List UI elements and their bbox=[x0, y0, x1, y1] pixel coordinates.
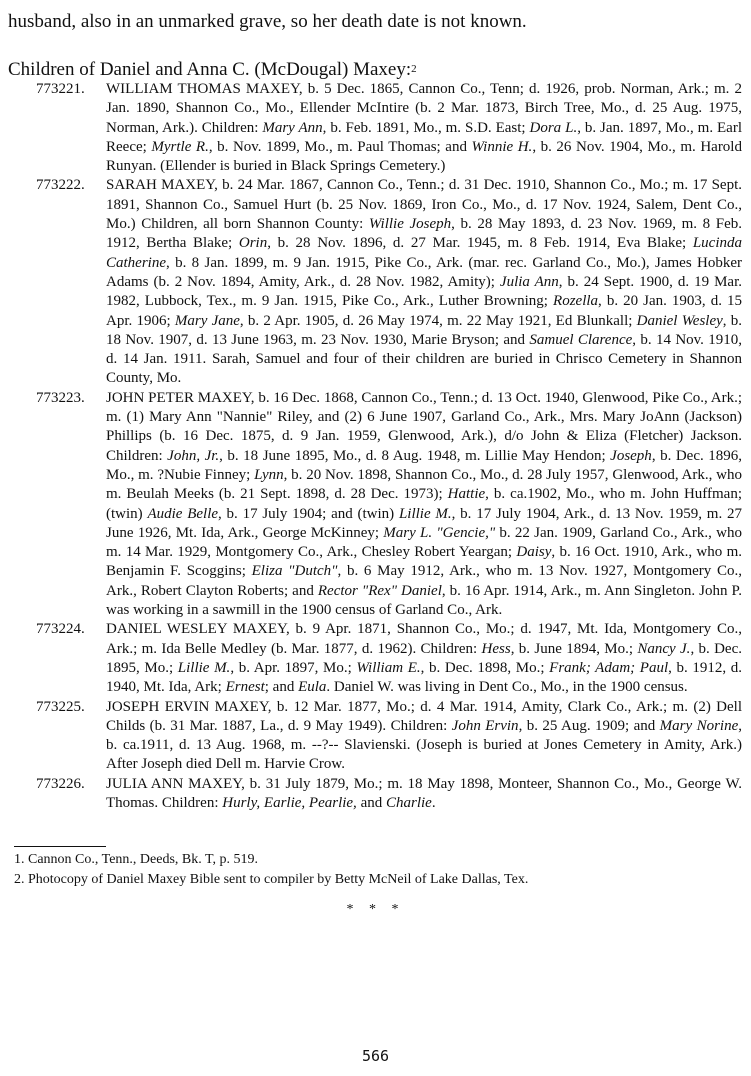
child-name: Rector "Rex" Daniel bbox=[317, 582, 442, 599]
child-name: Daniel Wesley bbox=[636, 312, 723, 329]
page-number: 566 bbox=[361, 1047, 390, 1065]
child-name: Eula bbox=[298, 679, 327, 696]
footnote-divider bbox=[14, 846, 106, 847]
entry-text-run: , b. Apr. 1897, Mo.; bbox=[230, 659, 357, 676]
entry-text-run: , b. ca.1902, Mo., who m. John Huffman; (twin) bbox=[106, 486, 742, 522]
child-entry bbox=[36, 389, 742, 621]
entry-text bbox=[106, 389, 742, 621]
child-name: Hattie bbox=[447, 486, 486, 503]
entry-text-run: , b. 28 Nov. 1896, d. 27 Mar. 1945, m. 8 Feb. 1914, Eva Blake; bbox=[267, 235, 693, 252]
entry-number: 773223. bbox=[36, 389, 85, 406]
entry-text-run: , b. 28 May 1893, d. 23 Nov. 1969, m. 8 Feb. 1912, Bertha Blake; bbox=[106, 216, 742, 252]
entry-number: 773225. bbox=[36, 698, 85, 715]
entry-number: 773221. bbox=[36, 81, 85, 97]
entry-text-run: , b. 18 June 1895, Mo., d. 8 Aug. 1948, m. Lillie May Hendon; bbox=[219, 447, 611, 464]
entry-number: 773222. bbox=[36, 177, 85, 194]
child-name: Dora L. bbox=[529, 119, 578, 136]
section-heading bbox=[8, 58, 743, 82]
child-name: Daisy bbox=[516, 544, 552, 561]
entry-text-run: , b. Dec. 1896, Mo., m. ?Nubie Finney; bbox=[106, 447, 742, 483]
child-name: Ernest bbox=[225, 679, 265, 696]
children-list bbox=[36, 80, 742, 813]
entry-text-run: , b. 26 Nov. 1904, Mo., m. Harold Runyan. (Ellender is buried in Black Springs Cemetery.) bbox=[106, 138, 742, 175]
entry-text-run: , b. Dec. 1898, Mo.; bbox=[420, 659, 550, 676]
entry-text-run: , b. Nov. 1899, Mo., m. Paul Thomas; and bbox=[208, 138, 472, 155]
child-name: Orin bbox=[238, 235, 268, 252]
child-entry bbox=[36, 698, 742, 775]
entry-text-run: , b. 25 Aug. 1909; and bbox=[518, 717, 660, 734]
child-name: Lynn bbox=[254, 466, 284, 483]
entry-text-run: , b. 17 July 1904, Ark., d. 13 Nov. 1959, m. 27 June 1926, Mt. Ida, Ark., George McKinney; bbox=[106, 505, 742, 541]
entry-text-run: SARAH MAXEY, b. 24 Mar. 1867, Cannon Co., Tenn.; d. 31 Dec. 1910, Shannon Co., Mo.; m. 17 Sept. 1891, Shannon Co., Samuel Hurt (b. 25 Nov. 1869, Iron Co., Mo., d. 17 Nov. 1924, Salem, Dent Co., Mo.) Children, all born Shannon County: bbox=[106, 177, 742, 233]
entry-number: 773226. bbox=[36, 775, 85, 792]
entry-text-run: , b. 18 Nov. 1907, d. 13 June 1963, m. 23 Nov. 1930, Marie Bryson; and bbox=[106, 312, 743, 348]
section-title: Children of Daniel and Anna C. (McDougal) Maxey: bbox=[8, 59, 412, 80]
child-name: Joseph bbox=[610, 447, 652, 464]
entry-text-run: , b. 24 Sept. 1900, d. 19 Mar. 1982, Lubbock, Tex., m. 9 Jan. 1915, Pike Co., Ark., Luther Browning; bbox=[106, 273, 742, 310]
entry-number: 773224. bbox=[36, 621, 85, 638]
child-name: Mary Jane bbox=[174, 312, 240, 329]
entry-text-run: , b. Dec. 1895, Mo.; bbox=[106, 640, 743, 676]
entry-text-run: , b. 14 Nov. 1910, d. 14 Jan. 1911. Sarah, Samuel and four of their children are buried in Chrisco Cemetery in Shannon County, Mo. bbox=[106, 331, 743, 387]
child-name: John, Jr. bbox=[167, 447, 220, 464]
entry-text-run: . Daniel W. was living in Dent Co., Mo., in the 1900 census. bbox=[326, 679, 688, 696]
entry-text bbox=[106, 80, 742, 176]
child-name: Lillie M. bbox=[177, 659, 231, 676]
entry-text bbox=[106, 620, 742, 697]
child-name: Mary L. "Gencie," bbox=[383, 524, 496, 541]
entry-text-run: and bbox=[356, 794, 386, 811]
child-name: Hess bbox=[481, 640, 511, 657]
child-entry bbox=[36, 775, 742, 814]
child-name: Mary Norine bbox=[659, 717, 739, 734]
child-name: John Ervin bbox=[451, 717, 519, 734]
section-separator: * * * bbox=[346, 902, 405, 917]
entry-text bbox=[106, 775, 742, 814]
footnote: 2. Photocopy of Daniel Maxey Bible sent to compiler by Betty McNeil of Lake Dallas, Tex. bbox=[14, 872, 529, 887]
entry-text-run: JULIA ANN MAXEY, b. 31 July 1879, Mo.; m. 18 May 1898, Monteer, Shannon Co., Mo., George W. Thomas. Children: bbox=[106, 775, 742, 811]
footnotes bbox=[14, 850, 734, 890]
entry-text-run: DANIEL WESLEY MAXEY, b. 9 Apr. 1871, Shannon Co., Mo.; d. 1947, Mt. Ida, Montgomery Co., Ark.; m. Ida Belle Medley (b. Mar. 1877, d. 1962). Children: bbox=[106, 621, 742, 657]
child-name: William E. bbox=[356, 659, 421, 676]
entry-text-run: , b. ca.1911, d. 13 Aug. 1968, m. --?-- Slavienski. (Joseph is buried at Jones Cemetery in Amity, Ark.) After Joseph died Dell m. Harvie Crow. bbox=[106, 717, 742, 773]
entry-text-run: , b. 16 Oct. 1910, Ark., who m. Benjamin F. Scoggins; bbox=[106, 544, 742, 580]
child-name: Samuel Clarence bbox=[529, 331, 633, 348]
entry-text-run: b. 22 Jan. 1909, Garland Co., Ark., who m. 14 Mar. 1929, Montgomery Co., Ark., Chesley Robert Yeargan; bbox=[106, 524, 742, 561]
child-name: Willie Joseph bbox=[368, 216, 452, 233]
entry-text-run: JOSEPH ERVIN MAXEY, b. 12 Mar. 1877, Mo.; d. 4 Mar. 1914, Amity, Clark Co., Ark.; m. (2) Dell Childs (b. 31 Mar. 1887, La., d. 9 May 1949). Children: bbox=[106, 698, 742, 734]
entry-text-run: , b. 8 Jan. 1899, m. 9 Jan. 1915, Pike Co., Ark. (mar. rec. Garland Co., Mo.), James Hobker Adams (b. 2 Nov. 1894, Amity, Ark., d. 28 Nov. 1982, Amity); bbox=[106, 254, 742, 290]
entry-text-run: , b. 17 July 1904; and (twin) bbox=[218, 505, 399, 522]
footnote-ref: 2 bbox=[411, 63, 417, 75]
entry-text-run: , b. Feb. 1891, Mo., m. S.D. East; bbox=[322, 119, 530, 136]
entry-text-run: WILLIAM THOMAS MAXEY, b. 5 Dec. 1865, Cannon Co., Tenn; d. 1926, prob. Norman, Ark.; m. 2 Jan. 1890, Shannon Co., Mo., Ellender McIntire (b. 2 Mar. 1873, Birch Tree, Mo., d. 25 Aug. 1975, Norman, Ark.). Children: bbox=[106, 81, 742, 136]
child-name: Charlie bbox=[385, 794, 432, 811]
child-name: Audie Belle bbox=[147, 505, 219, 522]
entry-text-run: , b. June 1894, Mo.; bbox=[510, 640, 638, 657]
child-name: Lucinda Catherine bbox=[106, 235, 743, 271]
entry-text-run: , b. 16 Apr. 1914, Ark., m. Ann Singleton. John P. was working in a sawmill in the 1900 census of Garland Co., Ark. bbox=[106, 582, 742, 619]
entry-text-run: , b. 2 Apr. 1905, d. 26 May 1974, m. 22 May 1921, Ed Blunkall; bbox=[239, 312, 637, 329]
entry-text-run: , b. 6 May 1912, Ark., who m. 13 Nov. 1927, Montgomery Co., Ark., Robert Clayton Roberts; and bbox=[106, 563, 743, 599]
entry-text bbox=[106, 176, 742, 388]
child-name: Eliza "Dutch" bbox=[251, 563, 338, 580]
child-name: Mary Ann bbox=[262, 119, 323, 136]
child-name: Julia Ann bbox=[499, 273, 559, 290]
entry-text-run: , b. 1912, d. 1940, Mt. Ida, Ark; bbox=[106, 659, 743, 696]
entry-text bbox=[106, 698, 742, 775]
child-entry bbox=[36, 176, 742, 388]
child-name: Nancy J. bbox=[637, 640, 691, 657]
child-entry bbox=[36, 620, 742, 697]
entry-text-run: . bbox=[431, 794, 436, 811]
entry-text-run: ; and bbox=[264, 679, 299, 696]
entry-text-run: JOHN PETER MAXEY, b. 16 Dec. 1868, Cannon Co., Tenn.; d. 13 Oct. 1940, Glenwood, Pike Co., Ark.; m. (1) Mary Ann "Nannie" Riley, and (2) 6 June 1907, Garland Co., Ark., Mrs. Mary JoAnn (Jackson) Phillips (b. 16 Dec. 1875, d. 9 Jan. 1959, Glenwood, Ark.), d/o John & Eliza (Fletcher) Jackson. Children: bbox=[106, 389, 742, 464]
entry-text-run: , b. 20 Nov. 1898, Shannon Co., Mo., d. 28 July 1957, Glenwood, Ark., who m. Beulah Meeks (b. 21 Sept. 1898, d. 28 Dec. 1973); bbox=[106, 466, 743, 503]
footnote: 1. Cannon Co., Tenn., Deeds, Bk. T, p. 519. bbox=[14, 852, 259, 867]
child-entry bbox=[36, 80, 742, 176]
child-name: Frank; Adam; Paul bbox=[549, 659, 669, 676]
child-name: Lillie M. bbox=[398, 505, 452, 522]
child-name: Myrtle R. bbox=[151, 138, 209, 155]
child-name: Rozella bbox=[553, 293, 599, 310]
entry-text-run: , b. 20 Jan. 1903, d. 15 Apr. 1906; bbox=[106, 293, 743, 329]
continuation-text: husband, also in an unmarked grave, so her death date is not known. bbox=[8, 11, 527, 32]
child-name: Hurly, Earlie, Pearlie, bbox=[222, 794, 357, 811]
child-name: Winnie H. bbox=[471, 138, 533, 155]
entry-text-run: , b. Jan. 1897, Mo., m. Earl Reece; bbox=[106, 119, 742, 155]
